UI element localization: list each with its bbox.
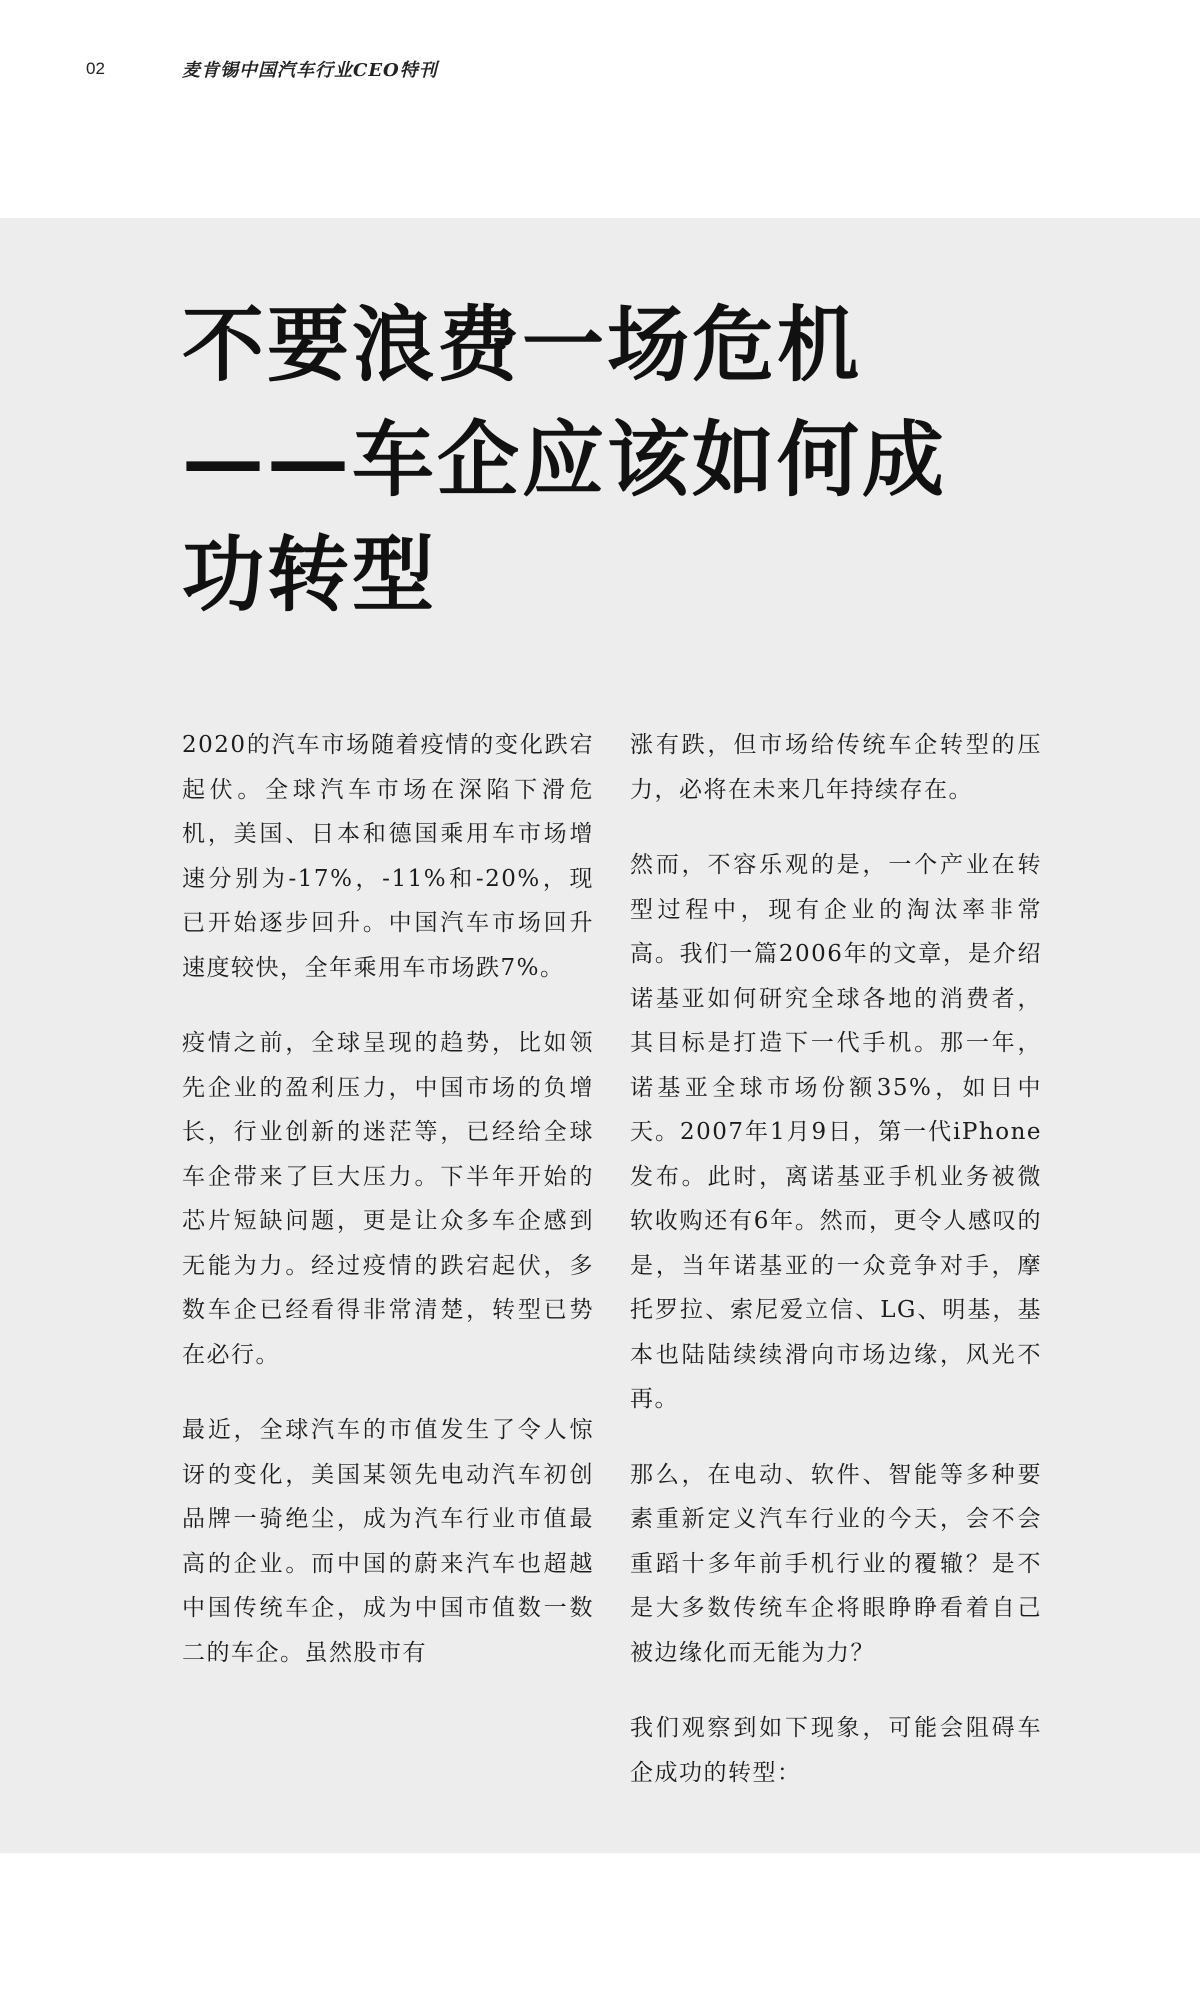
article-title-line: ——车企应该如何成 — [182, 412, 948, 508]
body-paragraph: 然而，不容乐观的是，一个产业在转型过程中，现有企业的淘汰率非常高。我们一篇2006年的文章，是介绍诺基亚如何研究全球各地的消费者，其目标是打造下一代手机。那一年，诺基亚全球市场份额35%，如日中天。2007年1月9日，第一代iPhone发布。此时，离诺基亚手机业务被微软收购还有6年。然而，更令人感叹的是，当年诺基亚的一众竞争对手，摩托罗拉、索尼爱立信、LG、明基，基本也陆陆续续滑向市场边缘，风光不再。 — [630, 852, 1042, 1412]
right-column — [630, 723, 1042, 1826]
body-paragraph: 2020的汽车市场随着疫情的变化跌宕起伏。全球汽车市场在深陷下滑危机，美国、日本和德国乘用车市场增速分别为-17%，-11%和-20%，现已开始逐步回升。中国汽车市场回升速度较快，全年乘用车市场跌7%。 — [182, 732, 594, 981]
publication-title: 麦肯锡中国汽车行业CEO特刊 — [182, 60, 438, 81]
page-header — [86, 52, 438, 86]
body-paragraph: 最近，全球汽车的市值发生了令人惊讶的变化，美国某领先电动汽车初创品牌一骑绝尘，成为汽车行业市值最高的企业。而中国的蔚来汽车也超越中国传统车企，成为中国市值数一数二的车企。虽然股市有 — [182, 1417, 594, 1666]
body-paragraph: 我们观察到如下现象，可能会阻碍车企成功的转型： — [630, 1715, 1042, 1786]
body-paragraph: 涨有跌，但市场给传统车企转型的压力，必将在未来几年持续存在。 — [630, 732, 1042, 803]
left-column — [182, 723, 594, 1826]
page-number: 02 — [86, 59, 105, 78]
body-paragraph: 那么，在电动、软件、智能等多种要素重新定义汽车行业的今天，会不会重蹈十多年前手机行业的覆辙？是不是大多数传统车企将眼睁睁看着自己被边缘化而无能为力？ — [630, 1461, 1042, 1666]
article-title — [182, 288, 1062, 633]
article-body — [182, 723, 1042, 1826]
article-panel — [0, 218, 1200, 1853]
article-title-line: 不要浪费一场危机 — [182, 297, 863, 393]
article-title-line: 功转型 — [182, 527, 438, 623]
body-paragraph: 疫情之前，全球呈现的趋势，比如领先企业的盈利压力，中国市场的负增长，行业创新的迷茫等，已经给全球车企带来了巨大压力。下半年开始的芯片短缺问题，更是让众多车企感到无能为力。经过疫情的跌宕起伏，多数车企已经看得非常清楚，转型已势在必行。 — [182, 1030, 594, 1368]
